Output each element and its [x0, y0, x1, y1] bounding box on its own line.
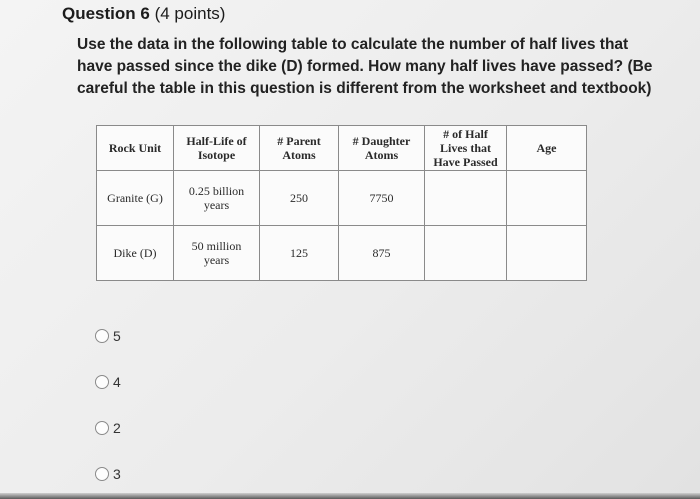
- radio-button[interactable]: [95, 375, 109, 389]
- header-daughter-atoms: # Daughter Atoms: [339, 126, 425, 171]
- cell-half-lives-passed: [425, 226, 507, 281]
- radio-button[interactable]: [95, 467, 109, 481]
- option-5[interactable]: [95, 313, 121, 359]
- header-age: Age: [507, 126, 587, 171]
- option-label[interactable]: 3: [113, 466, 121, 482]
- option-label[interactable]: 2: [113, 420, 121, 436]
- question-label: Question 6: [62, 4, 150, 23]
- rock-data-table: [96, 125, 587, 281]
- radio-button[interactable]: [95, 421, 109, 435]
- option-2[interactable]: [95, 405, 121, 451]
- cell-rock-unit: Granite (G): [97, 171, 174, 226]
- option-label[interactable]: 5: [113, 328, 121, 344]
- table-row: [97, 226, 587, 281]
- table-row: [97, 171, 587, 226]
- cell-parent-atoms: 250: [260, 171, 339, 226]
- screen-bottom-edge: [0, 493, 700, 499]
- cell-age: [507, 171, 587, 226]
- option-3[interactable]: [95, 451, 121, 497]
- header-parent-atoms: # Parent Atoms: [260, 126, 339, 171]
- cell-rock-unit: Dike (D): [97, 226, 174, 281]
- radio-button[interactable]: [95, 329, 109, 343]
- header-half-lives-passed: # of Half Lives that Have Passed: [425, 126, 507, 171]
- cell-daughter-atoms: 7750: [339, 171, 425, 226]
- question-points: (4 points): [154, 4, 226, 23]
- header-half-life: Half-Life of Isotope: [174, 126, 260, 171]
- question-prompt: Use the data in the following table to calculate the number of half lives that have passed since the dike (D) formed. How many half lives have passed? (Be careful the table in this question is different from the worksheet and textbook): [77, 36, 653, 97]
- option-label[interactable]: 4: [113, 374, 121, 390]
- cell-parent-atoms: 125: [260, 226, 339, 281]
- cell-half-life: 0.25 billion years: [174, 171, 260, 226]
- cell-age: [507, 226, 587, 281]
- table-header-row: [97, 126, 587, 171]
- cell-daughter-atoms: 875: [339, 226, 425, 281]
- answer-options: [95, 313, 121, 497]
- question-title: [62, 4, 225, 24]
- option-4[interactable]: [95, 359, 121, 405]
- cell-half-lives-passed: [425, 171, 507, 226]
- header-rock-unit: Rock Unit: [97, 126, 174, 171]
- cell-half-life: 50 million years: [174, 226, 260, 281]
